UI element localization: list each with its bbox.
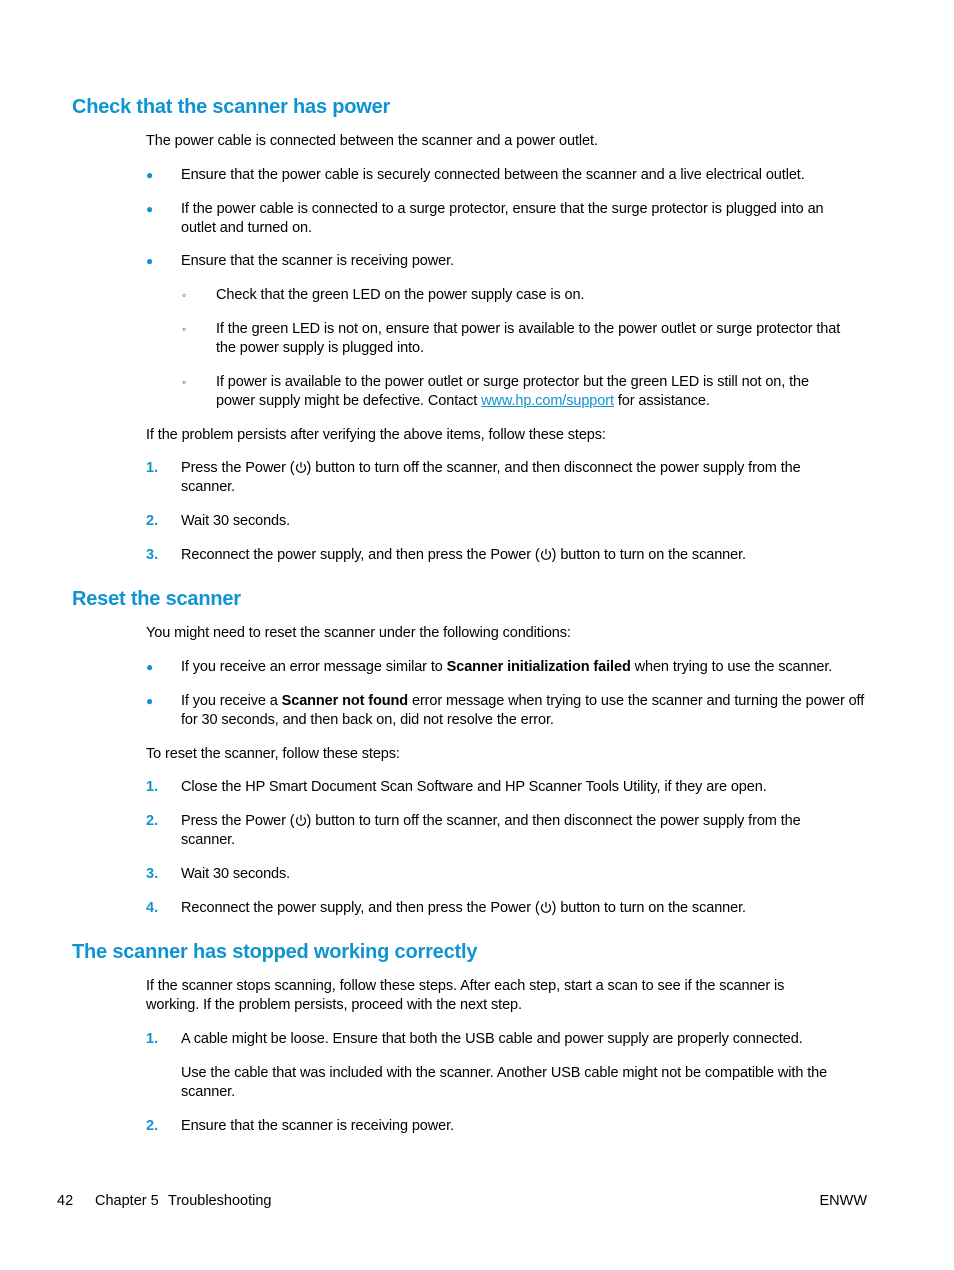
steps-intro: If the problem persists after verifying the above items, follow these steps: <box>146 427 606 443</box>
step-item: Wait 30 seconds. <box>181 866 291 882</box>
step-number: 3. <box>146 547 159 563</box>
section-intro: If the scanner stops scanning, follow these steps. After each step, start a scan to see if the scanner is working. If the problem persists, proceed with the next step. <box>146 978 785 1013</box>
sub-bullet-marker: ◦ <box>182 322 187 336</box>
footer-locale: ENWW <box>819 1193 867 1209</box>
support-link[interactable]: www.hp.com/support <box>481 393 614 409</box>
step-item: Ensure that the scanner is receiving power. <box>181 1118 454 1134</box>
step-text: ) button to turn on the scanner. <box>551 900 746 916</box>
list-item: Ensure that the scanner is receiving power. <box>181 253 454 269</box>
sub-list-item: If the green LED is not on, ensure that power is available to the power outlet or surge protector that the power supply is plugged into. <box>216 321 841 356</box>
section-title-stopped-working: The scanner has stopped working correctly <box>72 941 478 963</box>
step-text: ) button to turn off the scanner, and then disconnect the power supply from the scanner. <box>181 460 801 495</box>
footer-chapter-title: Troubleshooting <box>168 1193 272 1209</box>
section-intro: You might need to reset the scanner under the following conditions: <box>146 625 571 641</box>
section-title-reset: Reset the scanner <box>72 588 241 610</box>
sub-bullet-marker: ◦ <box>182 288 187 302</box>
step-item <box>181 812 841 850</box>
step-item: Wait 30 seconds. <box>181 513 291 529</box>
list-text: error message when trying to use the scanner and turning the power off for 30 seconds, and then back on, did not resolve the error. <box>181 693 865 728</box>
footer-chapter: Chapter 5 <box>95 1193 159 1209</box>
step-item <box>181 546 871 565</box>
step-item <box>181 899 871 918</box>
step-number: 2. <box>146 1118 159 1134</box>
section-title-check-power: Check that the scanner has power <box>72 96 391 118</box>
step-item <box>181 459 841 497</box>
step-number: 1. <box>146 460 159 476</box>
sub-list-text-suffix: for assistance. <box>613 393 710 409</box>
bullet-marker: ● <box>146 168 154 182</box>
power-icon <box>540 901 552 914</box>
step-note: Use the cable that was included with the scanner. Another USB cable might not be compatible with the scanner. <box>181 1065 828 1100</box>
step-number: 2. <box>146 513 159 529</box>
step-number: 4. <box>146 900 159 916</box>
power-icon <box>540 548 552 561</box>
step-text: ) button to turn off the scanner, and then disconnect the power supply from the scanner. <box>181 813 801 848</box>
sub-list-item <box>216 373 846 411</box>
sub-list-item: Check that the green LED on the power supply case is on. <box>216 287 585 303</box>
step-item: Close the HP Smart Document Scan Software and HP Scanner Tools Utility, if they are open. <box>181 779 767 795</box>
page-number: 42 <box>57 1193 74 1209</box>
list-item: If the power cable is connected to a surge protector, ensure that the surge protector is plugged into an outlet and turned on. <box>181 201 824 236</box>
error-message-text: Scanner not found <box>281 693 409 709</box>
bullet-marker: ● <box>146 660 154 674</box>
bullet-marker: ● <box>146 254 154 268</box>
list-text: when trying to use the scanner. <box>630 659 833 675</box>
bullet-marker: ● <box>146 694 154 708</box>
sub-list-text: If power is available to the power outlet or surge protector but the green LED is still not on, the power supply might be defective. Contact <box>216 374 809 409</box>
error-message-text: Scanner initialization failed <box>446 659 631 675</box>
section-intro: The power cable is connected between the scanner and a power outlet. <box>146 133 598 149</box>
power-icon <box>295 814 307 827</box>
list-text: If you receive an error message similar to <box>181 659 447 675</box>
list-text: If you receive a <box>181 693 282 709</box>
step-text: Reconnect the power supply, and then press the Power ( <box>181 547 540 563</box>
power-icon <box>295 461 307 474</box>
step-item: A cable might be loose. Ensure that both the USB cable and power supply are properly connected. <box>181 1031 803 1047</box>
list-item <box>181 658 871 677</box>
bullet-marker: ● <box>146 202 154 216</box>
step-text: Press the Power ( <box>181 813 295 829</box>
step-number: 1. <box>146 779 159 795</box>
list-item: Ensure that the power cable is securely connected between the scanner and a live electrical outlet. <box>181 167 805 183</box>
step-number: 3. <box>146 866 159 882</box>
step-number: 1. <box>146 1031 159 1047</box>
step-text: Reconnect the power supply, and then press the Power ( <box>181 900 540 916</box>
step-text: Press the Power ( <box>181 460 295 476</box>
step-text: ) button to turn on the scanner. <box>551 547 746 563</box>
steps-intro: To reset the scanner, follow these steps: <box>146 746 400 762</box>
list-item <box>181 692 871 730</box>
sub-bullet-marker: ◦ <box>182 375 187 389</box>
step-number: 2. <box>146 813 159 829</box>
